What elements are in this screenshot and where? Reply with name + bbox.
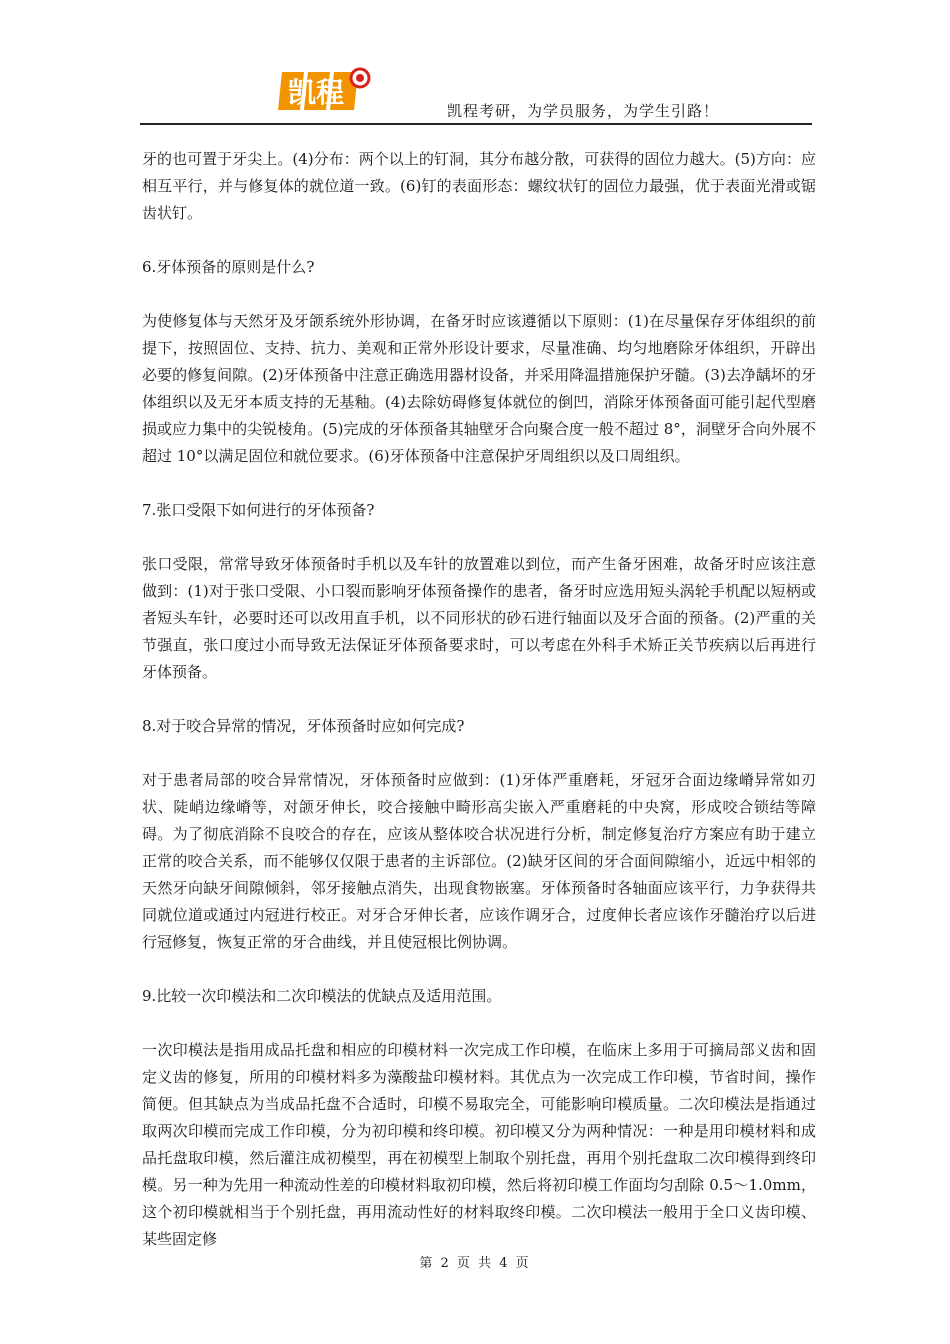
paragraph-gap [142, 524, 816, 551]
header-divider [140, 123, 812, 125]
header-slogan: 凯程考研，为学员服务，为学生引路！ [447, 102, 720, 120]
question-heading: 7.张口受限下如何进行的牙体预备? [142, 501, 375, 519]
paragraph-gap [142, 1010, 816, 1037]
document-body [142, 146, 816, 1253]
question-heading: 9.比较一次印模法和二次印模法的优缺点及适用范围。 [142, 987, 502, 1005]
page-header [140, 60, 812, 124]
paragraph-gap [142, 281, 816, 308]
paragraph-gap [142, 686, 816, 713]
answer-paragraph: 牙的也可置于牙尖上。(4)分布：两个以上的钉洞，其分布越分散，可获得的固位力越大。(5)方向：应相互平行，并与修复体的就位道一致。(6)钉的表面形态：螺纹状钉的固位力最强，优于表面光滑或锯齿状钉。 [142, 150, 816, 222]
kaicheng-logo [278, 66, 372, 114]
answer-paragraph: 为使修复体与天然牙及牙颌系统外形协调，在备牙时应该遵循以下原则：(1)在尽量保存牙体组织的前提下，按照固位、支持、抗力、美观和正常外形设计要求，尽量准确、均匀地磨除牙体组织，开辟出必要的修复间隙。(2)牙体预备中注意正确选用器材设备，并采用降温措施保护牙髓。(3)去净龋坏的牙体组织以及无牙本质支持的无基釉。(4)去除妨碍修复体就位的倒凹，消除牙体预备面可能引起代型磨损或应力集中的尖锐棱角。(5)完成的牙体预备其轴壁牙合向聚合度一般不超过 8°，洞壁牙合向外展不超过 10°以满足固位和就位要求。(6)牙体预备中注意保护牙周组织以及口周组织。 [142, 312, 816, 465]
answer-paragraph: 对于患者局部的咬合异常情况，牙体预备时应做到：(1)牙体严重磨耗，牙冠牙合面边缘嵴异常如刃状、陡峭边缘嵴等，对颌牙伸长，咬合接触中畸形高尖嵌入严重磨耗的中央窝，形成咬合锁结等障碍。为了彻底消除不良咬合的存在，应该从整体咬合状况进行分析，制定修复治疗方案应有助于建立正常的咬合关系，而不能够仅仅限于患者的主诉部位。(2)缺牙区间的牙合面间隙缩小，近远中相邻的天然牙向缺牙间隙倾斜，邻牙接触点消失，出现食物嵌塞。牙体预备时各轴面应该平行，力争获得共同就位道或通过内冠进行校正。对牙合牙伸长者，应该作调牙合，过度伸长者应该作牙髓治疗以后进行冠修复，恢复正常的牙合曲线，并且使冠根比例协调。 [142, 771, 816, 951]
question-heading: 8.对于咬合异常的情况，牙体预备时应如何完成? [142, 717, 465, 735]
question-heading: 6.牙体预备的原则是什么? [142, 258, 315, 276]
paragraph-gap [142, 470, 816, 497]
page-number: 第 2 页 共 4 页 [419, 1256, 531, 1271]
paragraph-gap [142, 956, 816, 983]
logo-text: 凯程 [287, 76, 345, 109]
answer-paragraph: 张口受限，常常导致牙体预备时手机以及车针的放置难以到位，而产生备牙困难，故备牙时应该注意做到：(1)对于张口受限、小口裂而影响牙体预备操作的患者，备牙时应选用短头涡轮手机配以短柄或者短头车针，必要时还可以改用直手机，以不同形状的砂石进行轴面以及牙合面的预备。(2)严重的关节强直，张口度过小而导致无法保证牙体预备要求时，可以考虑在外科手术矫正关节疾病以后再进行牙体预备。 [142, 555, 816, 681]
paragraph-gap [142, 740, 816, 767]
answer-paragraph: 一次印模法是指用成品托盘和相应的印模材料一次完成工作印模，在临床上多用于可摘局部义齿和固定义齿的修复，所用的印模材料多为藻酸盐印模材料。其优点为一次完成工作印模，节省时间，操作简便。但其缺点为当成品托盘不合适时，印模不易取完全，可能影响印模质量。二次印模法是指通过取两次印模而完成工作印模，分为初印模和终印模。初印模又分为两种情况：一种是用印模材料和成品托盘取印模，然后灌注成初模型，再在初模型上制取个别托盘，再用个别托盘取二次印模得到终印模。另一种为先用一种流动性差的印模材料取初印模，然后将初印模工作面均匀刮除 0.5～1.0mm，这个初印模就相当于个别托盘，再用流动性好的材料取终印模。二次印模法一般用于全口义齿印模、某些固定修 [142, 1041, 816, 1248]
paragraph-gap [142, 227, 816, 254]
